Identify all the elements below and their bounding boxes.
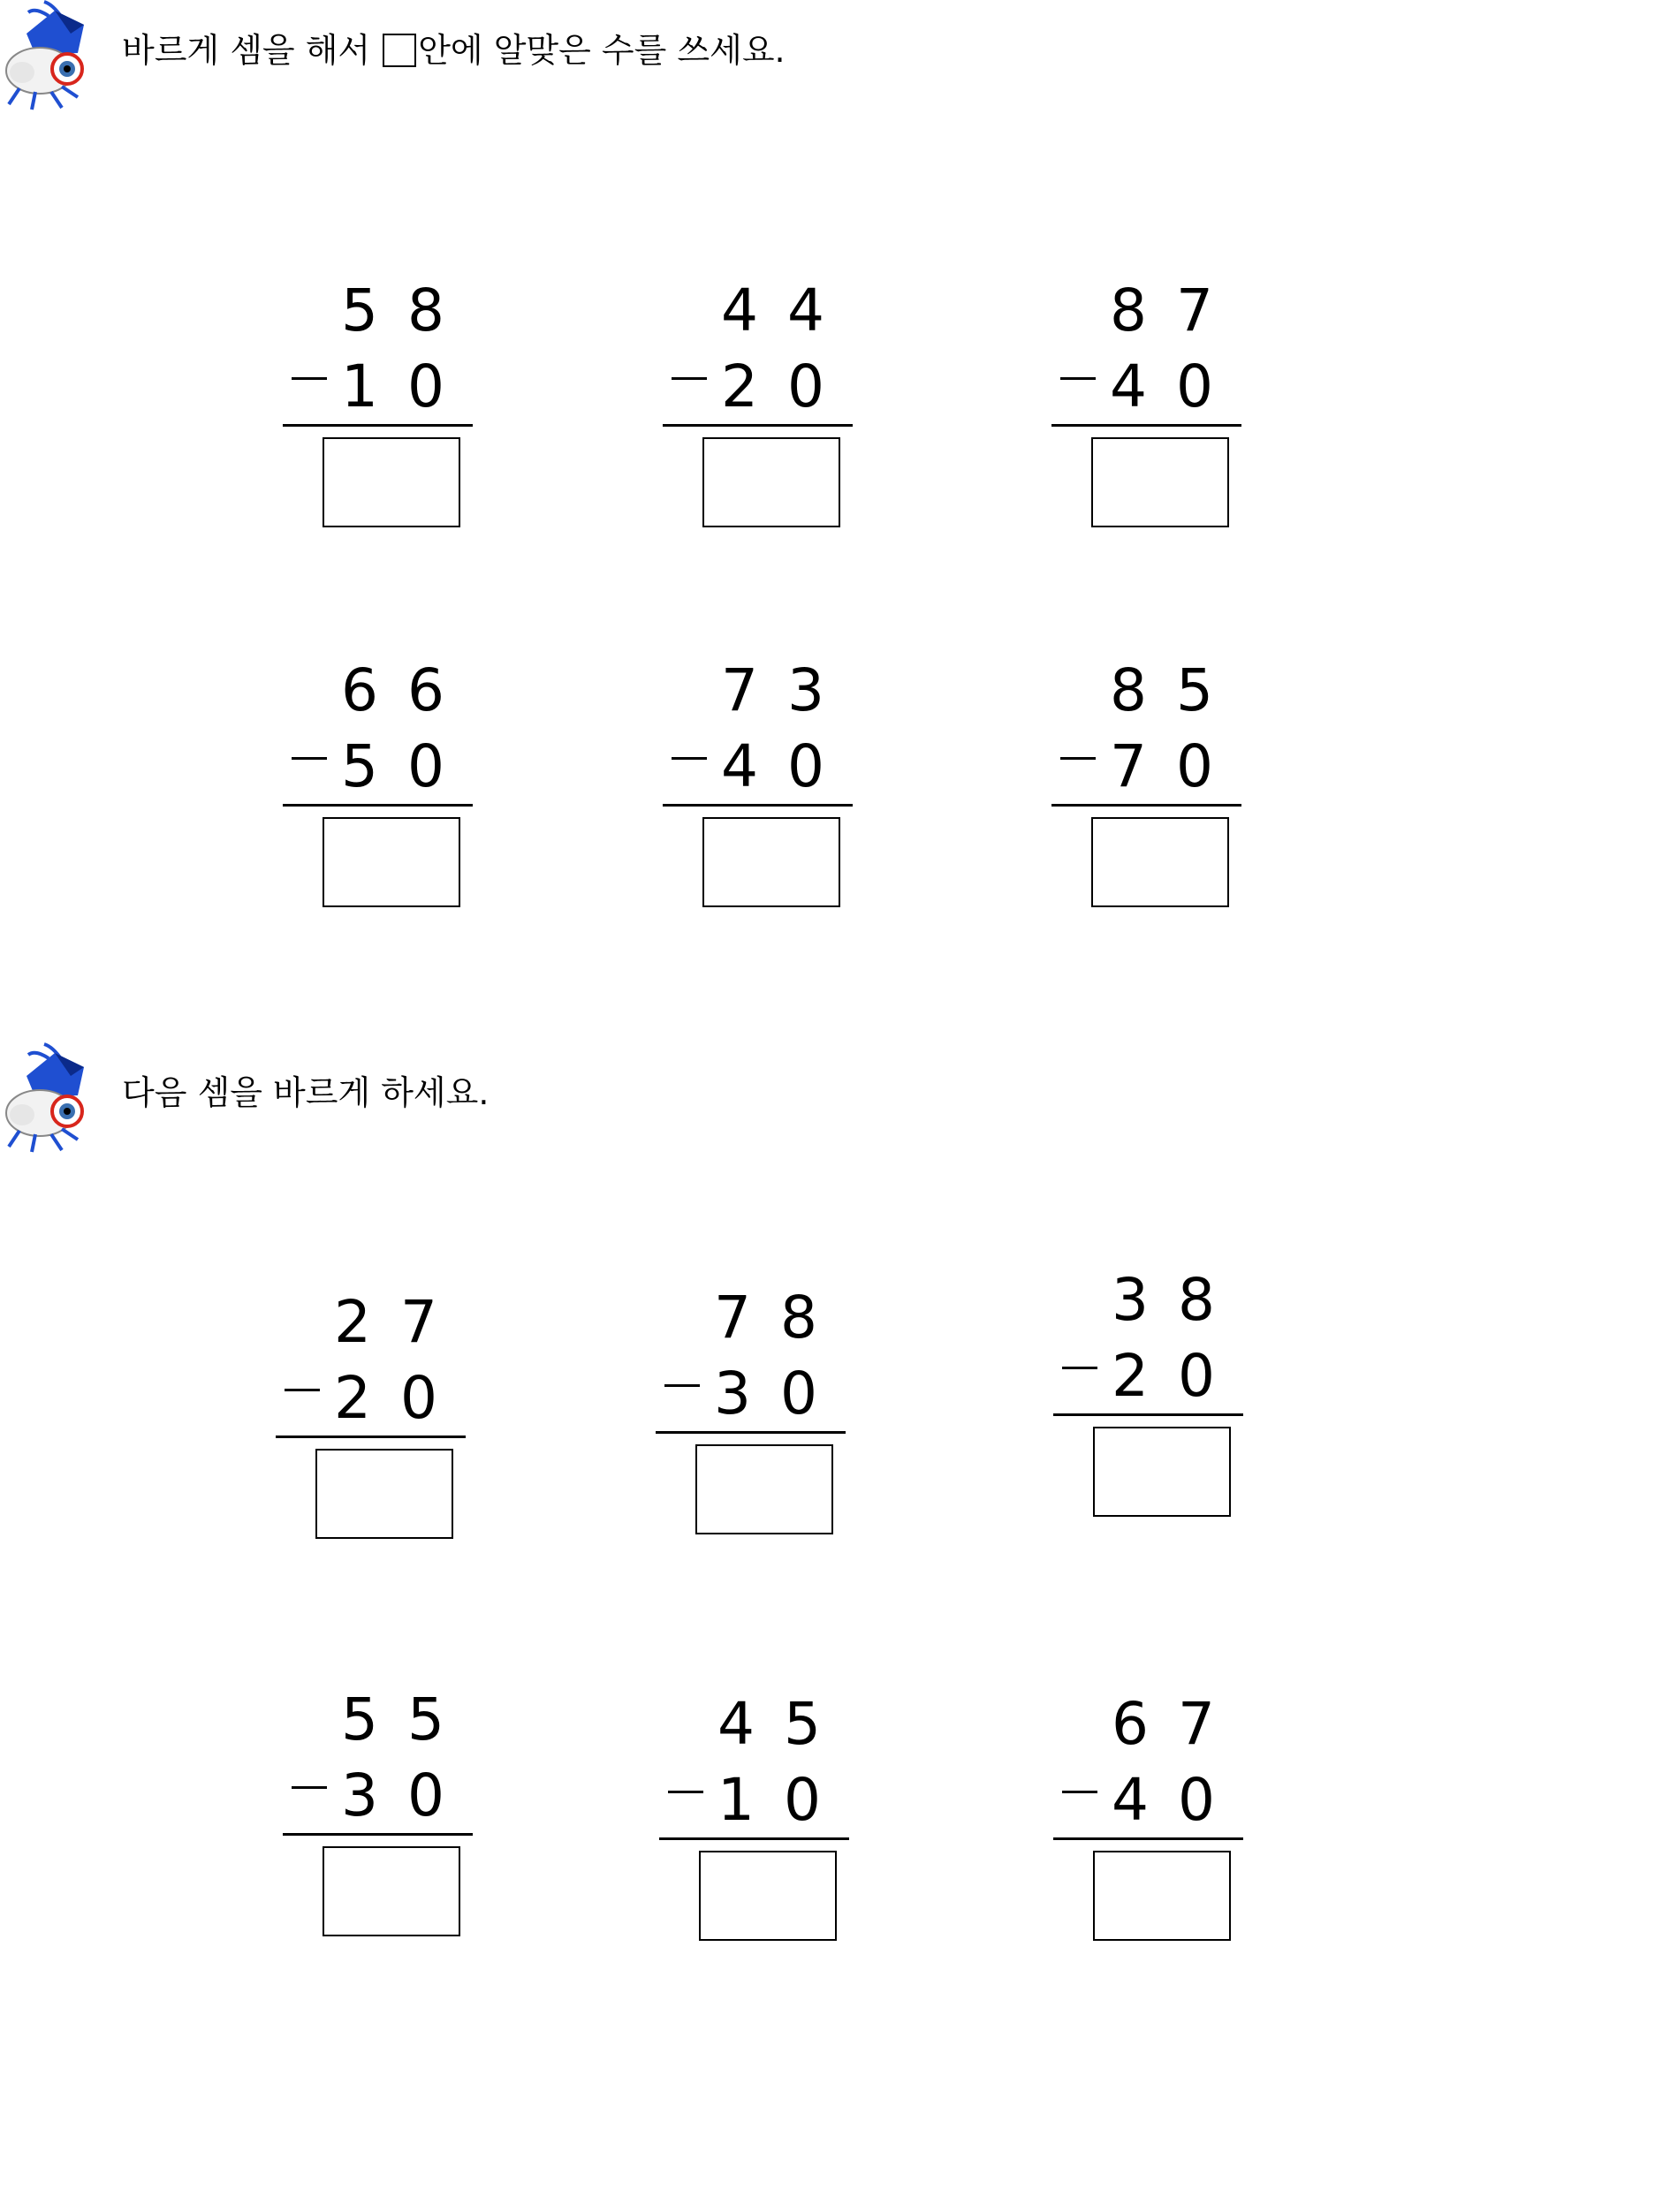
subtrahend-ones-digit: 0	[407, 352, 444, 420]
sum-line	[283, 804, 473, 807]
instruction-text-before-box: 바르게 셈을 해서	[122, 31, 371, 70]
instruction-text-after-box: 안에 알맞은 수를 쓰세요.	[418, 31, 786, 70]
minuend-tens-digit: 5	[341, 1686, 378, 1754]
minuend-tens-digit: 7	[721, 656, 758, 724]
subtrahend-tens-digit: 1	[717, 1766, 755, 1834]
minus-sign	[672, 377, 707, 380]
minuend-tens-digit: 5	[341, 276, 378, 345]
answer-box[interactable]	[1091, 817, 1229, 907]
sum-line	[1051, 804, 1241, 807]
minuend-tens-digit: 6	[341, 656, 378, 724]
minus-sign	[1060, 377, 1096, 380]
minuend-tens-digit: 8	[1110, 276, 1147, 345]
answer-box[interactable]	[1093, 1851, 1231, 1941]
subtraction-problem	[659, 1692, 854, 1957]
subtrahend-tens-digit: 3	[714, 1360, 751, 1428]
subtraction-problem	[276, 1290, 470, 1555]
minus-sign	[292, 377, 327, 380]
subtrahend-tens-digit: 4	[1110, 352, 1147, 420]
minuend-tens-digit: 4	[721, 276, 758, 345]
minuend-tens-digit: 3	[1112, 1266, 1149, 1334]
subtraction-problem	[283, 658, 477, 923]
minuend-tens-digit: 7	[714, 1284, 751, 1352]
minuend-ones-digit: 5	[1176, 656, 1213, 724]
sum-line	[663, 804, 853, 807]
minus-sign	[1062, 1367, 1097, 1369]
subtrahend-ones-digit: 0	[787, 732, 824, 800]
instruction-text: 다음 셈을 바르게 하세요.	[122, 1073, 490, 1112]
minuend-ones-digit: 8	[407, 276, 444, 345]
answer-box[interactable]	[702, 437, 840, 527]
ant-mascot-icon	[0, 0, 97, 115]
minuend-tens-digit: 2	[334, 1288, 371, 1356]
sum-line	[283, 1833, 473, 1836]
minuend-ones-digit: 7	[1176, 276, 1213, 345]
subtrahend-ones-digit: 0	[1176, 732, 1213, 800]
answer-box[interactable]	[695, 1444, 833, 1534]
subtraction-problem	[1053, 1268, 1248, 1533]
minus-sign	[1060, 757, 1096, 760]
minuend-ones-digit: 7	[1178, 1690, 1215, 1758]
subtraction-problem	[663, 278, 857, 543]
subtraction-problem	[1051, 278, 1246, 543]
sum-line	[1053, 1413, 1243, 1416]
subtrahend-ones-digit: 0	[400, 1364, 437, 1432]
subtrahend-ones-digit: 0	[787, 352, 824, 420]
subtrahend-tens-digit: 7	[1110, 732, 1147, 800]
minuend-tens-digit: 8	[1110, 656, 1147, 724]
subtrahend-tens-digit: 3	[341, 1761, 378, 1829]
subtrahend-tens-digit: 4	[1112, 1766, 1149, 1834]
instruction-header-2	[0, 1042, 1060, 1166]
minuend-tens-digit: 6	[1112, 1690, 1149, 1758]
minuend-ones-digit: 5	[407, 1686, 444, 1754]
minus-sign	[1062, 1791, 1097, 1793]
minus-sign	[292, 757, 327, 760]
subtraction-problem	[1053, 1692, 1248, 1957]
sum-line	[1053, 1837, 1243, 1840]
instruction-header-1	[0, 0, 1060, 124]
sum-line	[276, 1436, 466, 1438]
minuend-ones-digit: 4	[787, 276, 824, 345]
sum-line	[1051, 424, 1241, 427]
sum-line	[663, 424, 853, 427]
minuend-ones-digit: 6	[407, 656, 444, 724]
subtrahend-tens-digit: 5	[341, 732, 378, 800]
minus-sign	[672, 757, 707, 760]
sum-line	[656, 1431, 846, 1434]
minuend-ones-digit: 8	[780, 1284, 817, 1352]
answer-box[interactable]	[702, 817, 840, 907]
subtrahend-tens-digit: 2	[1112, 1342, 1149, 1410]
subtrahend-tens-digit: 2	[334, 1364, 371, 1432]
subtraction-problem	[656, 1285, 850, 1550]
answer-box[interactable]	[1093, 1427, 1231, 1517]
minuend-ones-digit: 7	[400, 1288, 437, 1356]
subtrahend-tens-digit: 4	[721, 732, 758, 800]
minus-sign	[668, 1791, 703, 1793]
ant-mascot-icon	[0, 1042, 97, 1157]
subtrahend-ones-digit: 0	[1178, 1342, 1215, 1410]
answer-box[interactable]	[323, 437, 460, 527]
sum-line	[283, 424, 473, 427]
minuend-ones-digit: 5	[784, 1690, 821, 1758]
subtrahend-ones-digit: 0	[407, 732, 444, 800]
subtrahend-ones-digit: 0	[1176, 352, 1213, 420]
subtrahend-ones-digit: 0	[1178, 1766, 1215, 1834]
instruction-text-1	[122, 31, 786, 70]
subtrahend-ones-digit: 0	[407, 1761, 444, 1829]
answer-box[interactable]	[315, 1449, 453, 1539]
subtrahend-tens-digit: 2	[721, 352, 758, 420]
minus-sign	[292, 1786, 327, 1789]
answer-box[interactable]	[1091, 437, 1229, 527]
subtrahend-ones-digit: 0	[780, 1360, 817, 1428]
subtraction-problem	[283, 278, 477, 543]
subtraction-problem	[1051, 658, 1246, 923]
minuend-ones-digit: 3	[787, 656, 824, 724]
subtraction-problem	[283, 1687, 477, 1952]
instruction-text-2	[122, 1073, 490, 1112]
minus-sign	[664, 1384, 700, 1387]
minuend-tens-digit: 4	[717, 1690, 755, 1758]
minuend-ones-digit: 8	[1178, 1266, 1215, 1334]
inline-blank-box-icon	[383, 34, 416, 67]
minus-sign	[285, 1389, 320, 1391]
sum-line	[659, 1837, 849, 1840]
subtraction-problem	[663, 658, 857, 923]
subtrahend-ones-digit: 0	[784, 1766, 821, 1834]
answer-box[interactable]	[699, 1851, 837, 1941]
subtrahend-tens-digit: 1	[341, 352, 378, 420]
answer-box[interactable]	[323, 1846, 460, 1936]
answer-box[interactable]	[323, 817, 460, 907]
